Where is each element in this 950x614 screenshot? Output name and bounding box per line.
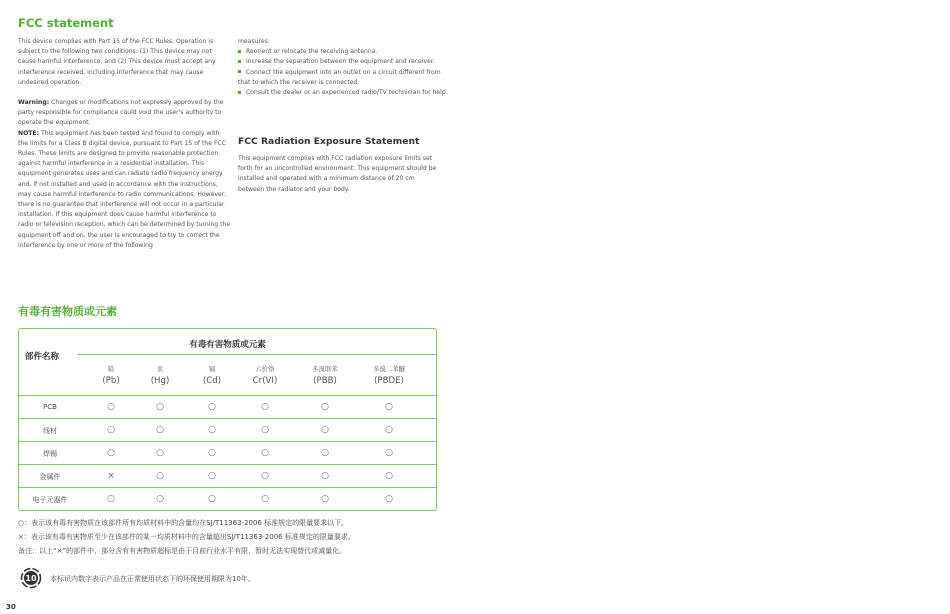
- row-divider: [19, 487, 436, 488]
- row-divider: [19, 418, 436, 419]
- fcc-statement-title: FCC statement: [18, 16, 114, 30]
- measure-item: [238, 88, 448, 98]
- table-mark: ○: [107, 425, 115, 435]
- table-mark: ○: [321, 425, 329, 435]
- fcc-compliance-paragraph: This device complies with Part 15 of the FCC Rules. Operation is subject to the following two conditions: (1) This device may not cause harmful interference, and (2) This device must accept any interference received, including interference that may cause undesired operation.: [18, 38, 216, 86]
- element-symbol: (Hg): [150, 376, 170, 386]
- row-part-name: 金属件: [39, 473, 61, 481]
- rf-exposure-title: FCC Radiation Exposure Statement: [238, 136, 420, 147]
- element-name: 汞: [156, 365, 164, 373]
- table-mark: ○: [107, 494, 115, 504]
- bullet-icon: [238, 70, 241, 73]
- legend-note-circle: ○：表示该有毒有害物质在该部件所有均质材料中的含量均在SJ/T11363-2006 标准规定的限量要求以下。: [18, 519, 349, 527]
- element-header: [253, 363, 278, 387]
- table-mark: ○: [208, 425, 216, 435]
- table-mark: ○: [156, 471, 164, 481]
- table-mark: ○: [156, 448, 164, 458]
- fcc-right-column: [238, 37, 448, 98]
- measure-text: Consult the dealer or an experienced radio/TV technician for help.: [246, 89, 448, 97]
- element-header: [373, 363, 405, 387]
- table-mark: ○: [321, 448, 329, 458]
- bullet-icon: [238, 60, 241, 63]
- element-symbol: (Cd): [202, 376, 222, 386]
- measure-item: [238, 68, 448, 88]
- note-text: This equipment has been tested and found to comply with the limits for a Class B digital device, pursuant to Part 15 of the FCC Rules. These limits are designed to provide reasonable protection against harmful interference in a residential installation. This equipment generates uses and can radiate radio frequency energy and, if not installed and used in accordance with the instructions, may cause harmful interference to radio communications. However, there is no guarantee that interference will not occur in a particular installation. If this equipment does cause harmful interference to radio or television reception, which can be determined by turning the equipment off and on, the user is encouraged to try to correct the interference by one or more of the following: [18, 129, 231, 249]
- element-header: [203, 363, 221, 387]
- element-name: 铅: [107, 365, 115, 373]
- row-divider: [19, 441, 436, 442]
- bullet-icon: [238, 91, 241, 94]
- page-number: 30: [6, 603, 16, 611]
- row-divider: [19, 395, 436, 396]
- table-mark: ○: [261, 448, 269, 458]
- row-part-name: PCB: [43, 403, 57, 411]
- epup-number: 10: [25, 574, 37, 583]
- table-mark: ○: [156, 402, 164, 412]
- element-name: 多溴联苯: [312, 365, 338, 373]
- environmental-protection-use-period-icon: [20, 567, 42, 589]
- epup-description: 本标识内数字表示产品在正常使用状态下的环保使用期限为10年。: [50, 575, 255, 583]
- rf-exposure-body: This equipment complies with FCC radiation exposure limits set forth for an uncontrolled environment. This equipment should be installed and operated with a minimum distance of 20 cm between the radiator and your body.: [238, 155, 437, 193]
- measure-text: Reorient or relocate the receiving antenna.: [246, 48, 378, 56]
- element-name: 多溴二苯醚: [373, 365, 405, 373]
- element-header: [151, 363, 170, 387]
- hazardous-substances-table: [18, 328, 437, 511]
- table-mark: ○: [385, 471, 393, 481]
- part-name-header: 部件名称: [25, 352, 60, 362]
- hazardous-substances-title: 有毒有害物质或元素: [18, 305, 117, 318]
- legend-note-cross: ×：表示该有毒有害物质至少在该部件的某一均质材料中的含量超出SJ/T11363-2006 标准规定的限量要求。: [18, 533, 355, 541]
- row-part-name: 焊锡: [43, 450, 57, 458]
- element-header: [102, 363, 119, 387]
- measure-item: [238, 47, 448, 57]
- element-name: 镉: [208, 365, 216, 373]
- table-mark: ○: [385, 448, 393, 458]
- table-mark: ○: [261, 471, 269, 481]
- measures-label: measures:: [238, 38, 270, 45]
- bullet-icon: [238, 50, 241, 53]
- element-symbol: (Pb): [102, 376, 120, 386]
- table-mark: ○: [208, 494, 216, 504]
- table-mark: ○: [321, 402, 329, 412]
- measure-item: [238, 57, 448, 67]
- measure-text: Connect the equipment into an outlet on a circuit different from that to which the receiver is connected.: [238, 68, 441, 86]
- fcc-note-paragraph: [18, 129, 231, 251]
- table-mark: ○: [321, 494, 329, 504]
- table-mark: ○: [156, 494, 164, 504]
- element-name: 六价铬: [255, 365, 275, 373]
- table-mark: ○: [321, 471, 329, 481]
- table-mark: ○: [261, 494, 269, 504]
- table-mark: ○: [261, 402, 269, 412]
- note-label: NOTE:: [18, 129, 40, 137]
- table-mark: ○: [107, 448, 115, 458]
- measure-text: Increase the separation between the equipment and receiver.: [246, 58, 435, 66]
- element-header: [312, 363, 338, 387]
- table-mark: ○: [261, 425, 269, 435]
- table-mark: ○: [208, 402, 216, 412]
- table-mark: ○: [156, 425, 164, 435]
- table-mark: ○: [385, 402, 393, 412]
- table-mark: ○: [208, 471, 216, 481]
- fcc-left-column: [18, 37, 231, 251]
- row-part-name: 电子元器件: [32, 496, 68, 504]
- row-part-name: 线材: [43, 427, 57, 435]
- table-mark: ○: [385, 425, 393, 435]
- fcc-warning-paragraph: [18, 98, 231, 129]
- header-divider: [77, 354, 437, 355]
- element-symbol: Cr(VI): [252, 376, 278, 386]
- remark-note: 备注：以上“×”的部件中，部分含有有害物质超标是由于目前行业水平有限，暂时无法实现替代或减量化。: [18, 547, 347, 555]
- table-caption: 有毒有害物质或元素: [189, 340, 266, 350]
- table-mark: ○: [208, 448, 216, 458]
- table-mark: ○: [385, 494, 393, 504]
- element-symbol: (PBDE): [374, 376, 404, 386]
- table-mark: ○: [107, 402, 115, 412]
- element-symbol: (PBB): [313, 376, 337, 386]
- row-divider: [19, 464, 436, 465]
- table-mark: ×: [107, 471, 115, 481]
- warning-text: Changes or modifications not expressly approved by the party responsible for compliance could void the user's authority to operate the equipment.: [18, 99, 224, 127]
- warning-label: Warning:: [18, 99, 50, 107]
